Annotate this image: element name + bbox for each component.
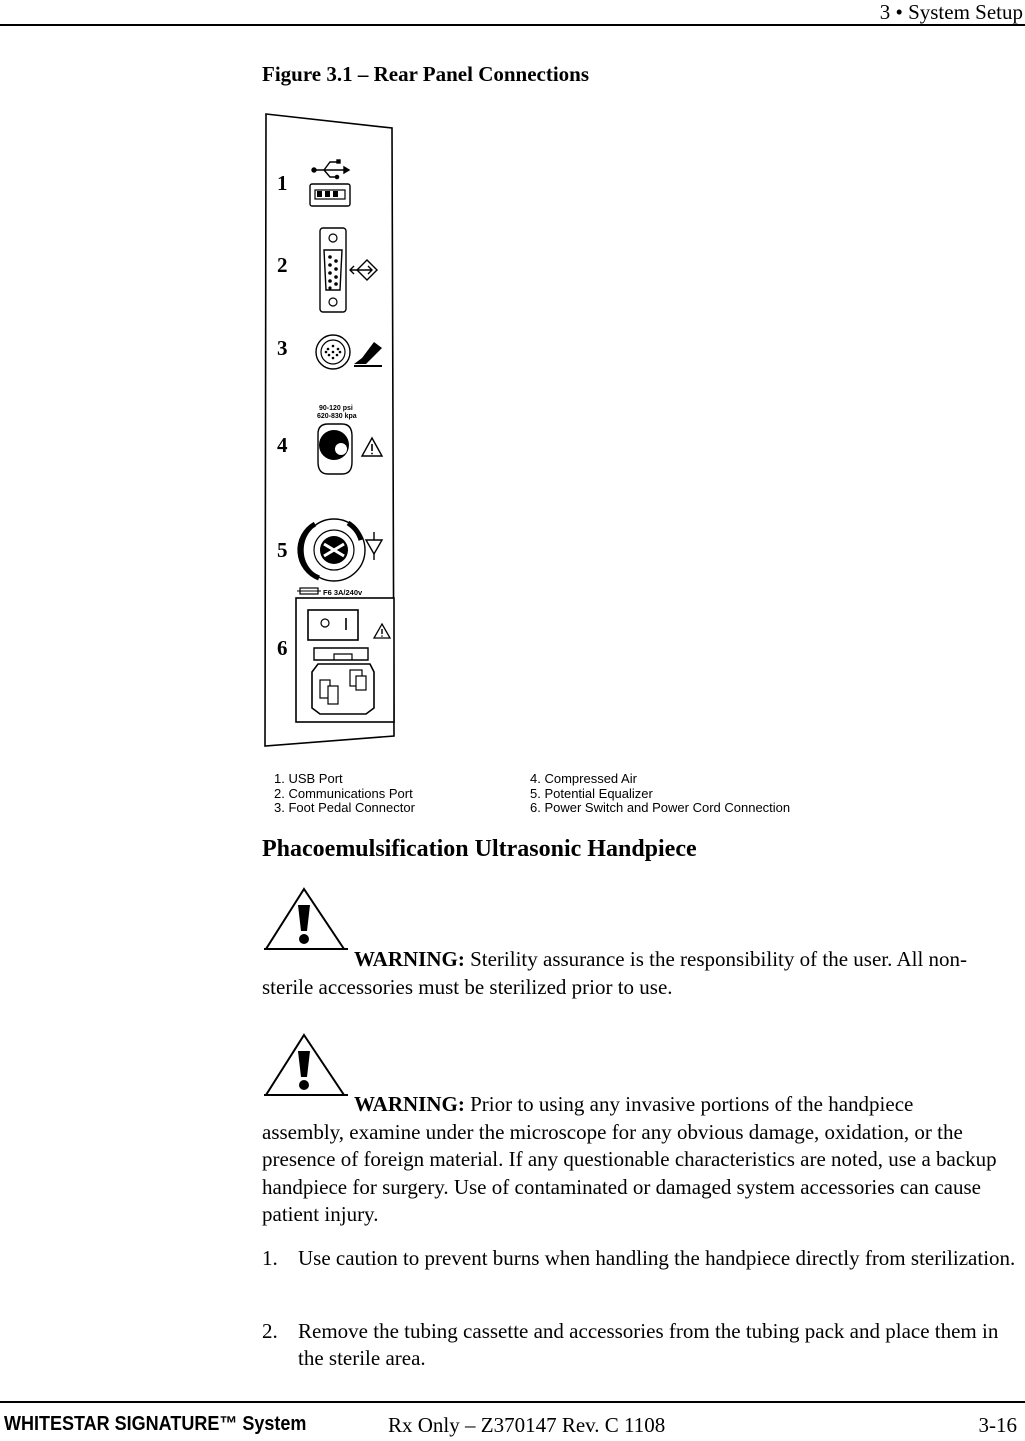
figure-title: Figure 3.1 – Rear Panel Connections bbox=[262, 62, 590, 86]
panel-number-6: 6 bbox=[277, 636, 288, 660]
fuse-label: F6 3A/240v bbox=[323, 588, 363, 597]
warning-text-first-line: Prior to using any invasive portions of the handpiece bbox=[470, 1092, 914, 1116]
rear-panel-drawing bbox=[262, 112, 402, 752]
legend-item: 4. Compressed Air bbox=[530, 771, 637, 786]
warning-label: WARNING: bbox=[354, 1092, 465, 1116]
warning-inspection bbox=[262, 1091, 1024, 1229]
footer-document-id: Rx Only – Z370147 Rev. C 1108 bbox=[388, 1413, 666, 1437]
air-pressure-label-psi: 90-120 psi bbox=[319, 405, 353, 412]
warning-label: WARNING: bbox=[354, 947, 465, 971]
warning-triangle-icon bbox=[264, 1033, 350, 1099]
legend-item: 3. Foot Pedal Connector bbox=[274, 800, 415, 815]
warning-triangle-icon bbox=[264, 887, 350, 953]
warning-text-rest: assembly, examine under the microscope for any obvious damage, oxidation, or the presence of foreign material. If any questionable characteristics are noted, use a backup handpiece for surgery. Use of contaminated or damaged system accessories can cause patient injury. bbox=[262, 1119, 997, 1226]
list-item-text: Remove the tubing cassette and accessories from the tubing pack and place them in the sterile area. bbox=[298, 1319, 999, 1370]
warning-text-first-line: Sterility assurance is the responsibility of the user. All non- bbox=[470, 947, 968, 971]
legend-item: 6. Power Switch and Power Cord Connection bbox=[530, 800, 791, 815]
warning-text-rest: sterile accessories must be sterilized prior to use. bbox=[262, 974, 673, 999]
list-item-number: 2. bbox=[262, 1319, 278, 1343]
warning-sterility bbox=[262, 946, 1024, 1001]
legend-item: 1. USB Port bbox=[274, 771, 343, 786]
panel-number-3: 3 bbox=[277, 336, 288, 360]
list-item-number: 1. bbox=[262, 1246, 278, 1270]
legend-item: 2. Communications Port bbox=[274, 785, 413, 801]
figure-legend-left bbox=[274, 772, 415, 816]
list-item bbox=[262, 1245, 1024, 1272]
list-item bbox=[262, 1318, 1024, 1372]
power-switch-and-cord bbox=[296, 588, 394, 722]
air-pressure-label-kpa: 620-830 kpa bbox=[317, 413, 357, 420]
panel-number-2: 2 bbox=[277, 253, 288, 277]
section-title: Phacoemulsification Ultrasonic Handpiece bbox=[262, 836, 697, 862]
panel-number-4: 4 bbox=[277, 433, 288, 457]
footer-product-name: WHITESTAR SIGNATURE™ System bbox=[4, 1413, 307, 1435]
header-rule bbox=[0, 24, 1025, 26]
figure-legend-right bbox=[530, 772, 790, 816]
list-item-text: Use caution to prevent burns when handling the handpiece directly from sterilization. bbox=[298, 1246, 1016, 1270]
page-number: 3-16 bbox=[978, 1413, 1017, 1437]
running-head: 3 • System Setup bbox=[879, 0, 1023, 24]
panel-number-5: 5 bbox=[277, 538, 288, 562]
legend-item: 5. Potential Equalizer bbox=[530, 785, 653, 801]
footer-rule bbox=[0, 1401, 1025, 1403]
panel-number-1: 1 bbox=[277, 171, 288, 195]
